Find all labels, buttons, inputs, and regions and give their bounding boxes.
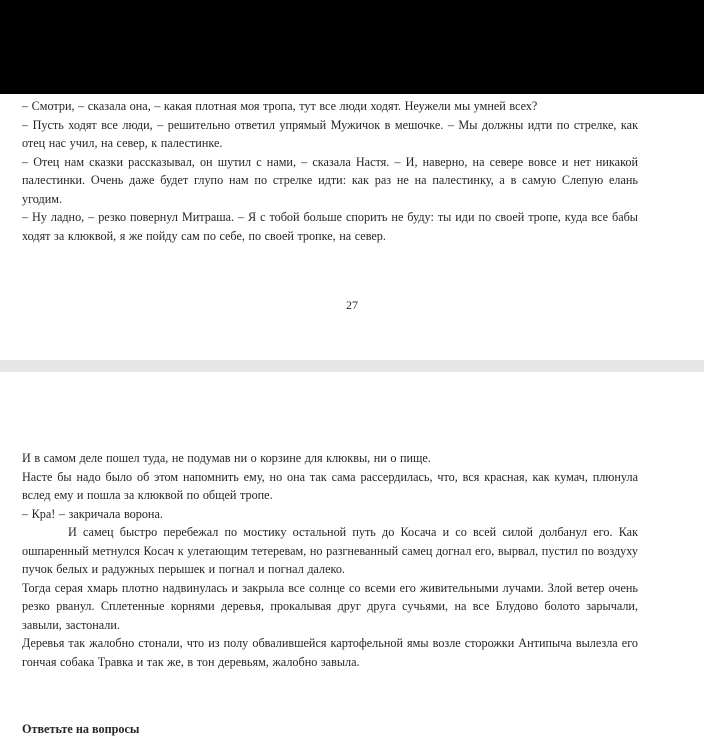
paragraph: – Кра! – закричала ворона. <box>22 506 163 521</box>
page-upper-text <box>22 97 638 245</box>
black-top-bar <box>0 0 704 94</box>
paragraph: – Ну ладно, – резко повернул Митраша. – Я с тобой больше спорить не буду: ты иди по своей тропе, куда все бабы ходят за клюквой, я же пойду сам по себе, по своей тропке, на север. <box>22 210 638 243</box>
paragraph: – Пусть ходят все люди, – решительно ответил упрямый Мужичок в мешочке. – Мы должны идти по стрелке, как отец нас учил, на север, к палестинке. <box>22 117 638 150</box>
paragraph: – Отец нам сказки рассказывал, он шутил с нами, – сказала Настя. – И, наверно, на севере вовсе и нет никакой палестинки. Очень даже будет глупо нам по стрелке идти: как раз не на палестинку, а в самую Слепую елань угодим. <box>22 154 638 206</box>
paragraph: Деревья так жалобно стонали, что из полу обвалившейся картофельной ямы возле сторожки Антипыча вылезла его гончая собака Травка и так же, в тон деревьям, жалобно завыла. <box>22 636 638 669</box>
paragraph: – Смотри, – сказала она, – какая плотная моя тропа, тут все люди ходят. Неужели мы умней всех? <box>22 99 538 113</box>
questions-heading: Ответьте на вопросы <box>22 722 140 736</box>
paragraph: И самец быстро перебежал по мостику остальной путь до Косача и со всей силой долбанул его. Как ошпаренный метнулся Косач к улетающим тетеревам, но разгневанный самец догнал его, вырвал, пустил по воздуху пучок белых и радужных перышек и погнал и погнал далеко. <box>22 525 638 576</box>
paragraph: И в самом деле пошел туда, не подумав ни о корзине для клюквы, ни о пище. <box>22 451 431 465</box>
paragraph: Тогда серая хмарь плотно надвинулась и закрыла все солнце со всеми его живительными лучами. Злой ветер очень резко рванул. Сплетенные корнями деревья, прокалывая друг друга сучьями, на все Блудово болото зарычали, завыли, застонали. <box>22 580 638 632</box>
page-lower-text <box>22 449 638 671</box>
paragraph: Насте бы надо было об этом напомнить ему, но она так сама рассердилась, что, вся красная, как кумач, плюнула вслед ему и пошла за клюквой по общей тропе. <box>22 469 638 502</box>
page-separator <box>0 360 704 372</box>
page-number: 27 <box>346 298 358 312</box>
